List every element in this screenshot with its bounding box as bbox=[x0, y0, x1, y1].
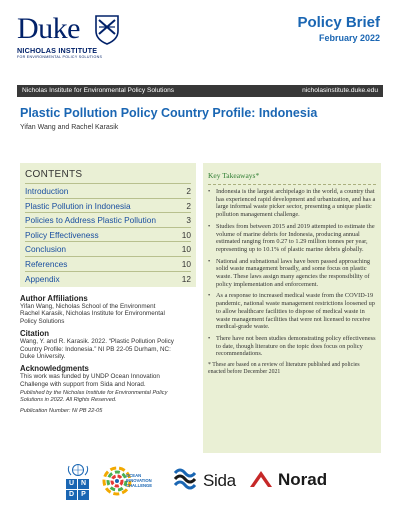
key-takeaways-panel bbox=[203, 163, 381, 453]
undp-logo bbox=[66, 463, 90, 503]
toc-item-appendix[interactable] bbox=[25, 271, 191, 286]
undp-letter: N bbox=[78, 479, 89, 489]
affiliations-heading: Author Affiliations bbox=[20, 294, 88, 303]
toc-item-effectiveness[interactable] bbox=[25, 227, 191, 242]
toc-item-references[interactable] bbox=[25, 256, 191, 271]
takeaway-item bbox=[208, 292, 376, 331]
toc-page: 2 bbox=[186, 200, 191, 211]
toc-label: Policies to Address Plastic Pollution bbox=[25, 215, 156, 226]
un-emblem-icon bbox=[66, 463, 90, 477]
toc-label: References bbox=[25, 258, 68, 269]
acknowledgment-line: Challenge with support from Sida and Norad. bbox=[20, 380, 146, 388]
toc-page: 12 bbox=[181, 273, 191, 284]
acknowledgment-line: This work was funded by UNDP Ocean Innovation bbox=[20, 373, 160, 381]
publication-number: Publication Number: NI PB 22-05 bbox=[20, 408, 103, 415]
duke-shield-icon bbox=[95, 15, 119, 45]
takeaway-item bbox=[208, 258, 376, 289]
duke-nicholas-logo bbox=[17, 14, 127, 60]
logo-subtitle: FOR ENVIRONMENTAL POLICY SOLUTIONS bbox=[17, 55, 103, 59]
bullet-icon: • bbox=[208, 334, 211, 342]
takeaways-footnote: * These are based on a review of literature published and policies enacted before December 2021 bbox=[208, 362, 360, 376]
logo-wordmark: Duke bbox=[17, 12, 80, 45]
published-line: Published by the Nicholas Institute for Environmental Policy bbox=[20, 390, 168, 397]
takeaway-text: National and subnational laws have been passed approaching solid waste management broadly, and some focus on plastic waste. These laws assign many agencies the responsibility of policy implementation and enforcement. bbox=[216, 257, 371, 288]
bullet-icon: • bbox=[208, 222, 211, 230]
citation-line: Wang, Y. and R. Karasik. 2022. “Plastic Pollution Policy bbox=[20, 338, 174, 346]
oic-line: OCEAN bbox=[126, 473, 142, 478]
institute-name: Nicholas Institute for Environmental Policy Solutions bbox=[22, 87, 175, 94]
doc-title: Plastic Pollution Policy Country Profile: Indonesia bbox=[20, 106, 318, 120]
brief-header bbox=[297, 14, 380, 43]
oic-line: CHALLENGE bbox=[126, 483, 153, 488]
bullet-icon: • bbox=[208, 188, 211, 195]
oic-line: INNOVATION bbox=[126, 478, 152, 483]
toc-page: 10 bbox=[181, 229, 191, 240]
key-takeaways-heading: Key Takeaways* bbox=[208, 171, 376, 185]
doc-type: Policy Brief bbox=[297, 14, 380, 31]
toc-label: Plastic Pollution in Indonesia bbox=[25, 200, 131, 211]
citation-line: Duke University. bbox=[20, 353, 66, 361]
toc-page: 3 bbox=[186, 215, 191, 226]
undp-letter: U bbox=[66, 479, 77, 489]
published-line: Solutions in 2022. All Rights Reserved. bbox=[20, 397, 117, 404]
takeaway-text: Studies from between 2015 and 2019 attempted to estimate the volume of marine debris for Indonesia, producing annual estimated ranging from 0.27 to 1.29 million tonnes per year, representing up to 10.1% of plastic marine debris globally. bbox=[216, 222, 375, 253]
acknowledgments-heading: Acknowledgments bbox=[20, 364, 89, 374]
takeaway-text: There have not been studies demonstrating policy effectiveness to date, though literature on the topic does focus on policy recommendations. bbox=[216, 334, 376, 358]
front-matter bbox=[20, 294, 200, 415]
takeaway-item bbox=[208, 335, 376, 358]
toc-page: 2 bbox=[186, 186, 191, 196]
toc-item-introduction[interactable] bbox=[25, 183, 191, 198]
toc-item-conclusion[interactable] bbox=[25, 241, 191, 256]
affiliation-line: Rachel Karasik, Nicholas Institute for Environmental bbox=[20, 310, 165, 318]
institute-url[interactable]: nicholasinstitute.duke.edu bbox=[302, 87, 378, 94]
institute-bar bbox=[17, 85, 383, 97]
citation-line: Country Profile: Indonesia.” NI PB 22-05 Durham, NC: bbox=[20, 345, 171, 353]
toc-heading: CONTENTS bbox=[25, 169, 83, 180]
toc-item-policies[interactable] bbox=[25, 212, 191, 227]
citation-heading: Citation bbox=[20, 329, 50, 339]
affiliation-line: Policy Solutions bbox=[20, 317, 65, 325]
toc-label: Introduction bbox=[25, 186, 69, 196]
affiliation-line: Yifan Wang, Nicholas School of the Environment bbox=[20, 303, 156, 310]
norad-wordmark: Norad bbox=[278, 470, 328, 489]
toc-label: Policy Effectiveness bbox=[25, 229, 99, 240]
sida-logo-icon bbox=[173, 467, 201, 491]
takeaway-text: As a response to increased medical waste from the COVID-19 pandemic, national waste management restrictions loosened up to allow healthcare facilities to dispose of medical waste in waste management facilities that were not licensed to receive medical-grade waste. bbox=[216, 292, 375, 331]
norad-logo-icon bbox=[248, 469, 274, 489]
ocean-innovation-challenge-text bbox=[126, 473, 152, 488]
toc-page: 10 bbox=[181, 244, 191, 255]
undp-letter: D bbox=[66, 490, 77, 500]
takeaway-item bbox=[208, 188, 376, 219]
bullet-icon: • bbox=[208, 257, 211, 265]
takeaway-text: Indonesia is the largest archipelago in the world, a country that has experienced rapid development and urbanization, and has a large informal waste picker sector, presenting a unique plastic pollution management challenge. bbox=[216, 188, 376, 219]
funder-logos bbox=[0, 455, 400, 507]
toc-item-plastic-pollution[interactable] bbox=[25, 198, 191, 213]
doc-authors: Yifan Wang and Rachel Karasik bbox=[20, 124, 119, 131]
toc-label: Conclusion bbox=[25, 244, 67, 255]
undp-letter: P bbox=[78, 490, 89, 500]
toc-page: 10 bbox=[181, 258, 191, 269]
table-of-contents bbox=[20, 163, 196, 287]
takeaway-item bbox=[208, 223, 376, 254]
bullet-icon: • bbox=[208, 292, 211, 300]
sida-wordmark: Sida bbox=[203, 471, 236, 490]
toc-label: Appendix bbox=[25, 273, 60, 284]
logo-institute-name: NICHOLAS INSTITUTE bbox=[17, 46, 98, 55]
publish-date: February 2022 bbox=[318, 33, 380, 43]
